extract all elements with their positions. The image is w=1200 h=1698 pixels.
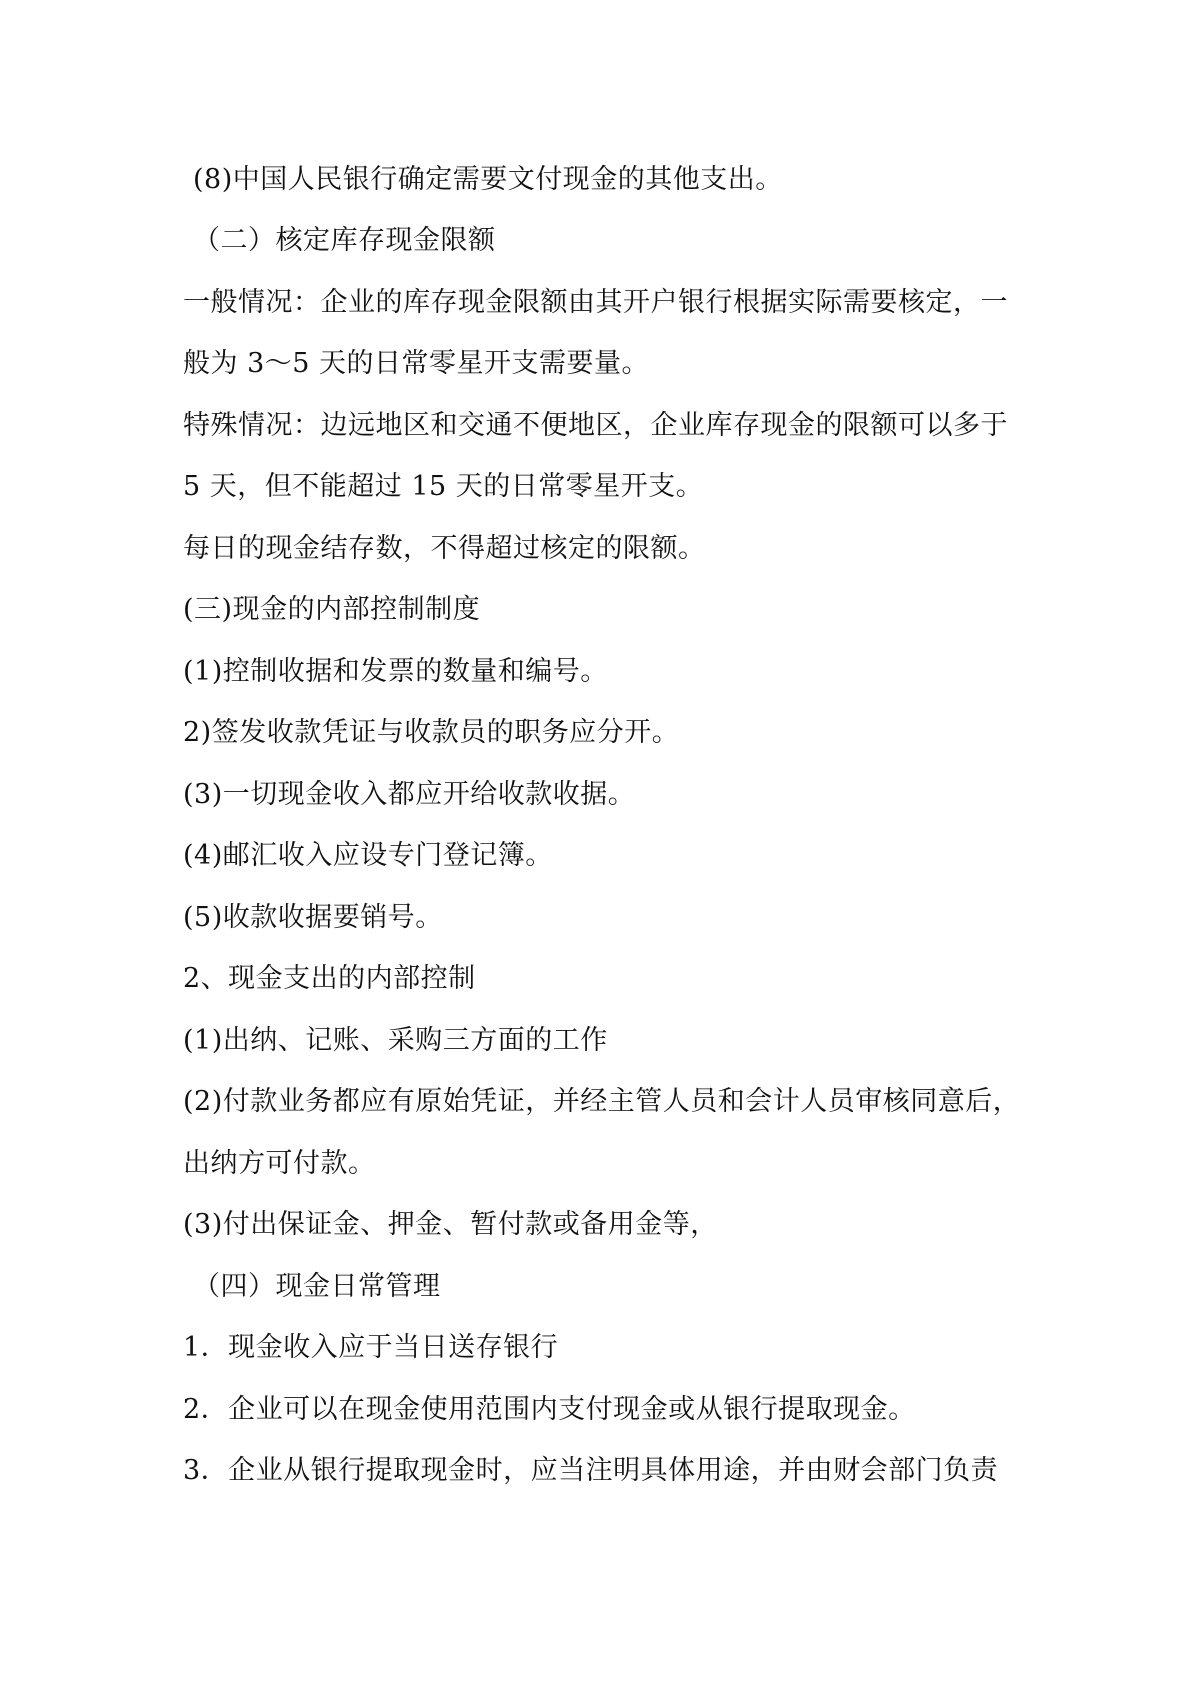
section-heading: （二）核定库存现金限额 xyxy=(193,225,496,256)
text-line: (1)出纳、记账、采购三方面的工作 xyxy=(183,1025,608,1056)
text-line: 3．企业从银行提取现金时，应当注明具体用途，并由财会部门负责 xyxy=(183,1455,999,1486)
text-line: 2．企业可以在现金使用范围内支付现金或从银行提取现金。 xyxy=(183,1394,916,1425)
text-line: 每日的现金结存数，不得超过核定的限额。 xyxy=(183,533,706,564)
text-line: (8)中国人民银行确定需要文付现金的其他支出。 xyxy=(193,164,783,195)
text-line: (4)邮汇收入应设专门登记簿。 xyxy=(183,840,553,871)
section-heading: 2、现金支出的内部控制 xyxy=(183,963,476,994)
text-line: 一般情况：企业的库存现金限额由其开户银行根据实际需要核定，一 xyxy=(183,287,1008,318)
text-line: 5 天，但不能超过 15 天的日常零星开支。 xyxy=(183,471,704,502)
text-line: (3)付出保证金、押金、暂付款或备用金等， xyxy=(183,1209,718,1240)
text-line: (1)控制收据和发票的数量和编号。 xyxy=(183,656,608,687)
section-heading: （四）现金日常管理 xyxy=(193,1271,441,1302)
text-line: 出纳方可付款。 xyxy=(183,1148,376,1179)
text-line: 般为 3～5 天的日常零星开支需要量。 xyxy=(183,348,650,379)
section-heading: (三)现金的内部控制制度 xyxy=(183,594,481,625)
text-line: (5)收款收据要销号。 xyxy=(183,902,443,933)
text-line: 1．现金收入应于当日送存银行 xyxy=(183,1332,559,1363)
text-line: (3)一切现金收入都应开给收款收据。 xyxy=(183,779,636,810)
text-line: 特殊情况：边远地区和交通不便地区，企业库存现金的限额可以多于 xyxy=(183,410,1008,441)
text-line: 2)签发收款凭证与收款员的职务应分开。 xyxy=(183,717,680,748)
text-line: (2)付款业务都应有原始凭证，并经主管人员和会计人员审核同意后， xyxy=(183,1086,1021,1117)
